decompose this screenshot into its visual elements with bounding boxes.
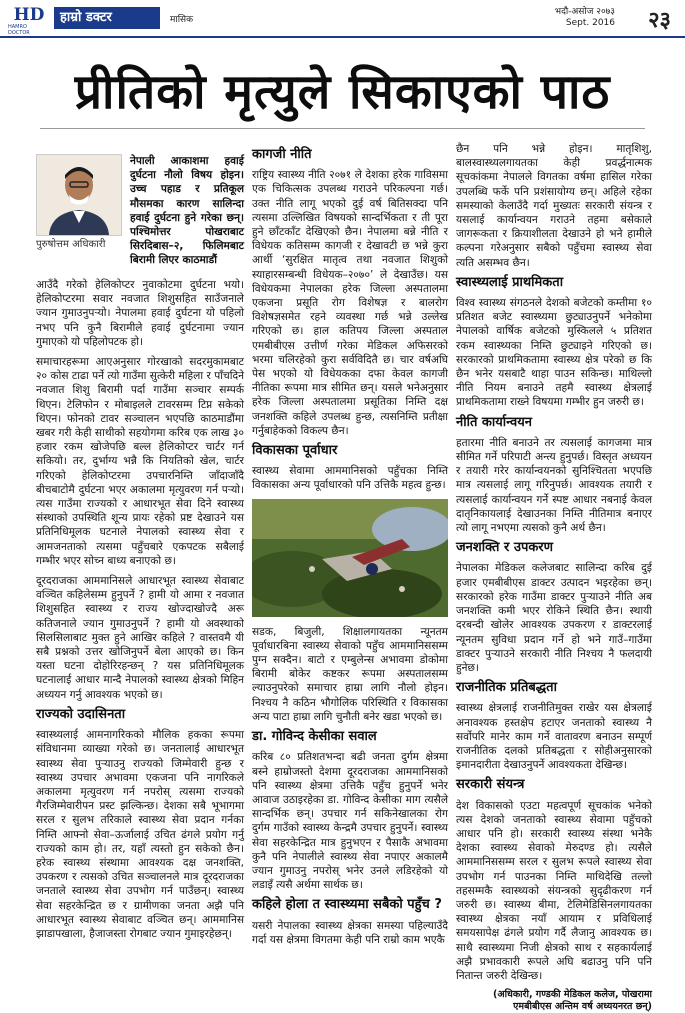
section-heading-policy: कागजी नीति [252,147,312,162]
logo-mark: HD [13,5,45,25]
page-header [0,0,685,38]
author-photo [36,154,122,236]
section-heading-manpower: जनशक्ति र उपकरण [456,540,554,556]
issue-date-nepali: भदौ-असोज २०७३ [554,7,615,17]
body-paragraph: विश्व स्वास्थ्य संगठनले देशको बजेटको कम्तीमा १० प्रतिशत बजेट स्वास्थ्यमा छुट्याउनुपर्ने भनेकोमा नेपालको वार्षिक बजेटको मुस्किलले ५ प्रतिशत रकम स्वास्थ्यका निम्ति छुट्याइने गरिएको छ। सरकारको प्राथमिकतामा स्वास्थ्य क्षेत्र परेको छ कि छैन भनेर यसबाटै थाहा पाउन सकिन्छ। माथिल्लो नीति नियम बनाउने तहमै स्वास्थ्य क्षेत्रलाई प्राथमिकतामा राख्ने विषयमा गम्भीर हुन जरुरी छ। [456,297,652,409]
section-heading-political: राजनीतिक प्रतिबद्धता [456,680,557,696]
column-2 [252,142,448,953]
header-rule [0,36,685,38]
issue-date [555,7,615,29]
body-paragraph: हतारमा नीति बनाउने तर त्यसलाई कागजमा मात्र सीमित गर्ने परिपाटी अन्त्य हुनुपर्छ। विस्तृत अध्ययन र तयारी गरेर कार्यान्वयनको सुनिश्चितता भएपछि मात्र त्यसलाई लागू गरिनुपर्छ। आवश्यक तयारी र त्यसलाई कार्यान्वयन गर्ने स्पष्ट आधार नबनाई केवल दातृनिकायलाई देखाउनका निम्ति नीतिमात्र बनाएर त्यो लागू नभएमा त्यसको कुनै अर्थ छैन। [456,436,652,535]
column-3 [456,142,652,1013]
issue-date-english: Sept. 2016 [565,18,615,28]
body-paragraph: स्वास्थ्यलाई आमनागरिकको मौलिक हकका रूपमा संविधानमा व्याख्या गरेको छ। जनतालाई आधारभूत स्वास्थ्य सेवा पुऱ्याउनु राज्यको जिम्मेवारी हुन्छ र स्वास्थ्य उपचार अभावमा एकजना पनि नागरिकले अकालमा मृत्युवरण गर्न नपरोस् त्यसमा राज्यको गैरजिम्मेवारीपन प्रस्ट झल्किन्छ। देशका सबै भूभागमा सरल र सुलभ तरिकाले स्वास्थ्य सेवा प्रदान गर्नका निम्ति आफ्नो सेवा–ऊर्जालाई उचित ढंगले प्रयोग गर्नु राज्यको काम हो। तर, यहाँ त्यस्तो हुन सकेको छैन। हरेक स्वास्थ्य संस्थामा आवश्यक दक्ष जनशक्ति, उपकरण र त्यसको उचित सञ्चालनले मात्र दूरदराजका जनताले स्वास्थ्य सेवा उपभोग गर्न पाउँछन्। स्वास्थ्य सेवा सहरकेन्द्रित छ र ग्रामीणका जनता अझै पनि आधारभूत स्वास्थ्य सेवाबाट वञ्चित छन्। आममानिस झाडापखाला, हैजाजस्ता रोगबाट ज्यान गुमाइरहेछन्। [36,729,244,940]
masthead-type: मासिक [170,15,194,25]
column-1 [36,278,244,947]
author-credit: (अधिकारी, गण्डकी मेडिकल कलेज, पोखरामा एमबीबीएस अन्तिम वर्ष अध्ययनरत छन्) [492,989,652,1013]
section-heading-govinda-kc: डा. गोविन्द केसीका सवाल [252,729,377,745]
section-heading-access: कहिले होला त स्वास्थ्यमा सबैको पहुँच ? [252,897,442,913]
intro-paragraph: नेपाली आकाशमा हवाई दुर्घटना नौलो विषय होइन। उच्च पहाड र प्रतिकूल मौसमका कारण सालिन्दा हवाई दुर्घटना हुने गरेका छन्। पश्चिमोत्तर पोखराबाट सिरदिबास–२, फिलिमबाट बिरामी लिएर काठमाडौं [130,155,244,267]
body-paragraph: दूरदराजका आममानिसले आधारभूत स्वास्थ्य सेवाबाट वञ्चित कहिलेसम्म हुनुपर्ने ? हामी यो आमा र नवजात शिशुसहित स्वास्थ्य र राज्य खोज्दाखोज्दै अरू कतिजनाले ज्यान गुमाउनुपर्ने ? हामी यो अवस्थाको सिलसिलाबाट मुक्त हुने आखिर कहिले ? वास्तवमै यी सबै प्रश्नको उत्तर खोजिनुपर्ने बेला आएको छ। किन यस्ता घटना दोहोरिरहन्छन् ? यस प्रतिनिधिमूलक घटनालाई आधार मान्दै नेपालको स्वास्थ्य क्षेत्रको मिहिन अध्ययन गर्नु आवश्यक भएको छ। [36,575,244,701]
body-paragraph: राष्ट्रिय स्वास्थ्य नीति २०७१ ले देशका हरेक गाविसमा एक चिकित्सक उपलब्ध गराउने परिकल्पना गर्छ। उक्त नीति लागू भएको दुई वर्ष बितिसक्दा पनि त्यसमा उल्लिखित विषयको सान्दर्भिकता र ती पूरा हुने छाँटकाँट देखिएको छैन। नेपालमा बन्ने नीति र विधेयक कतिसम्म कागजी र देखावटी छ भन्ने कुरा आर्थी ‘सुरक्षित मातृत्व तथा नवजात शिशुको स्याहारसम्बन्धी विधेयक–२०७०’ ले देखाउँछ। यस विधेयकमा नेपालका हरेक जिल्ला अस्पतालमा एकजना प्रसूति रोग विशेषज्ञ र बालरोग विशेषज्ञसमेत रहने व्यवस्था गर्छ भन्ने उल्लेख गरिएको छ। हाल कतिपय जिल्ला अस्पताल एमबीबीएस उत्तीर्ण गरेका मेडिकल अफिसरको भरमा चलिरहेको कुरा सर्वविदितै छ। चार वर्षअघि पेस भएको यो विधेयकका दफा केवल कागजी नीतिका रूपमा मात्र सीमित छन्। यसले भनेअनुसार हरेक जिल्ला अस्पतालमा प्रसूतिका निम्ति दक्ष जनशक्ति कहिले उपलब्ध हुन्छ, त्यसनिम्ति प्रतीक्षा गर्नुबाहेकको विकल्प छैन। [252,169,448,437]
body-paragraph: करिब ८० प्रतिशतभन्दा बढी जनता दुर्गम क्षेत्रमा बस्ने हाम्रोजस्तो देशमा दूरदराजका आममानिसको पनि स्वास्थ्य क्षेत्रमा उत्तिकै पहुँच हुनुपर्ने भनेर आवाज उठाइरहेका डा. गोविन्द केसीका माग त्यसैले सान्दर्भिक छन्। उपचार गर्न सकिनेखालका रोग दुर्गम गाउँको स्वास्थ्य केन्द्रमै उपचार हुनुपर्ने। स्वास्थ्य सेवा सहरकेन्द्रित मात्र हुनुभएन र पैसाकै अभावमा कुनै पनि नेपालीले स्वास्थ्य सेवा नपाएर अकालमै ज्यान गुमाउनु नपरोस् भनेर उनले लडिरहेको यो लडाइँ त्यसै अर्थमा सार्थक छ। [252,751,448,892]
section-heading-priority: स्वास्थ्यलाई प्राथमिकता [456,274,564,290]
intro-text [130,154,244,268]
headline-rule [40,128,645,129]
logo [8,5,50,36]
author-name: पुरुषोत्तम अधिकारी [36,239,106,250]
article-headline: प्रीतिको मृत्युले सिकाएको पाठ [74,64,611,120]
body-paragraph: समाचारहरूमा आएअनुसार गोरखाको सदरमुकामबाट २० कोस टाढा पर्ने त्यो गाउँमा सुत्केरी महिला र पाँचदिने नवजात शिशु बिरामी पर्दा गाउँमा सञ्चार सम्पर्क थिएन। टेलिफोन र मोबाइलले टावरसम्म टिप्न सकेको थिएन। फोनको टावर सञ्चालन भएपछि काठमाडौंमा खबर गरी केही साथीको सहयोगमा करिब एक लाख ३० हजार रकम खोजेपछि बल्ल हेलिकोप्टर चार्टर गर्न सकियो। तर, दुर्भाग्य भन्नै कि नियतिको खेल, चार्टर गरिएको हेलिकोप्टरमा उपचारनिम्ति जाँदाजाँदै बीचबाटोमै दुर्घटना भएर अकालमा मृत्युवरण गर्न पर्‍यो। त्यस गाउँमा राज्यको र आधारभूत सेवा दिने स्वास्थ्य संस्थाको उपस्थिति शून्य प्रायः रहेको प्रष्ट देखाउने यस प्रतिनिधिमूलक घटनाले नेपालको स्वास्थ्य सेवा र आमजनताको त्यसमा पहुँचबारे एकपटक सबैलाई गम्भीर भएर सोच्न बाध्य बनाएको छ। [36,356,244,567]
body-paragraph: नेपालका मेडिकल कलेजबाट सालिन्दा करिब दुई हजार एमबीबीएस डाक्टर उत्पादन भइरहेका छन्। सरकारको हरेक गाउँमा डाक्टर पुऱ्याउने नीति अब जनशक्ति कमी भएर रोकिने स्थिति छैन। स्थायी दरबन्दी खोलेर आवश्यक उपकरण र डाक्टरलाई न्यूनतम सुविधा प्रदान गर्ने हो भने गाउँ–गाउँमा डाक्टर पुऱ्याउने सरकारी नीति निश्चय नै फलदायी हुनेछ। [456,562,652,674]
body-paragraph: यसरी नेपालका स्वास्थ्य क्षेत्रका समस्या पहिल्याउँदै गर्दा यस क्षेत्रमा विगतमा केही पनि राम्रो काम भएकै [252,919,448,946]
section-heading-state-role: राज्यको उदासिनता [36,706,126,722]
body-paragraph: सडक, बिजुली, शिक्षालगायतका न्यूनतम पूर्वाधारबिना स्वास्थ्य सेवाको पहुँच आममानिससम्म पुग्न सक्दैन। बाटो र एम्बुलेन्स अभावमा डोकोमा बिरामी बोकेर कष्टकर रूपमा अस्पतालसम्म ल्याउनुपरेको समाचार हाम्रा लागि नौलो होइन। निश्चय नै कठिन भौगोलिक परिस्थिति र विकासका अन्य पाटा हाम्रा लागि चुनौती बनेर खडा भएको छ। [252,625,448,723]
body-paragraph: स्वास्थ्य सेवामा आममानिसको पहुँचका निम्ति विकासका अन्य पूर्वाधारको पनि उत्तिकै महत्व हुन्छ। [252,465,448,492]
page-number: २३ [648,8,671,33]
logo-subtext: HAMRO DOCTOR [8,24,30,36]
masthead-title: हाम्रो डक्टर [54,7,160,29]
section-heading-implementation: नीति कार्यान्वयन [456,414,533,430]
body-paragraph: देश विकासको एउटा महत्वपूर्ण सूचकांक भनेको त्यस देशको जनताको स्वास्थ्य सेवामा पहुँचको आधार पनि हो। सरकारी स्वास्थ्य संस्था भनेकै देशका स्वास्थ्य सेवाको मेरुदण्ड हो। त्यसैले आममानिससम्म सरल र सुलभ रूपले स्वास्थ्य सेवा उपभोग गर्न पाउनका निम्ति माथिदेखि तल्लो तहसम्मकै स्वास्थ्यको संयन्त्रको सुदृढीकरण गर्न जरुरी छ। स्वास्थ्य बीमा, टेलिमेडिसिनलगायतका स्वास्थ्य क्षेत्रका नयाँ आयाम र प्रविधिलाई समयसापेक्ष ढंगले प्रयोग गर्दै लैजानु आवश्यक छ। साथै स्वास्थ्यमा निजी क्षेत्रको साथ र सहकार्यलाई अझै प्रभावकारी रूपले अघि बढाउनु पनि पनि नितान्त जरुरी देखिन्छ। [456,799,652,982]
section-heading-mechanism: सरकारी संयन्त्र [456,777,525,793]
crash-site-photo [252,499,448,617]
body-paragraph: छैन पनि भन्ने होइन। मातृशिशु, बालस्वास्थ्यलगायतका केही प्रवर्द्धनात्मक सूचकांकमा नेपालले विगतका वर्षमा हासिल गरेका उपलब्धि फर्के पनि प्रशंसायोग्य छन्। अहिले रहेका समस्याको केलाउँदै गर्दा मुख्यतः सरकारी संयन्त्र र यसलाई कार्यान्वयन गराउने तहमा बसेकाले जागरूकता र क्रियाशीलता देखाउने हो भने हामीले कल्पना गरेअनुसार सबैको पहुँचमा स्वास्थ्य सेवा त्यति असम्भव छैन। [456,143,652,269]
section-heading-infrastructure: विकासका पूर्वाधार [252,443,338,459]
body-paragraph: स्वास्थ्य क्षेत्रलाई राजनीतिमुक्त राखेर यस क्षेत्रलाई अनावश्यक हस्तक्षेप हटाएर जनताको स्वास्थ्य नै सर्वोपरि मानेर काम गर्ने वातावरण बनाउन सम्पूर्ण राजनीतिक दलको प्रतिबद्धता र सोहीअनुसारको इमानदारीता देखाउनुपर्ने आवश्यकता देखिन्छ। [456,702,652,772]
body-paragraph: आउँदै गरेको हेलिकोप्टर नुवाकोटमा दुर्घटना भयो। हेलिकोप्टरमा सवार नवजात शिशुसहित साउँजनाले ज्यान गुमाउनुपर्‍यो। नेपालमा हवाई दुर्घटना यो पहिलो नभए पनि कुनै बिरामीले हवाई दुर्घटनामा ज्यान गुमाएको यो पहिलोपटक हो। [36,279,244,348]
